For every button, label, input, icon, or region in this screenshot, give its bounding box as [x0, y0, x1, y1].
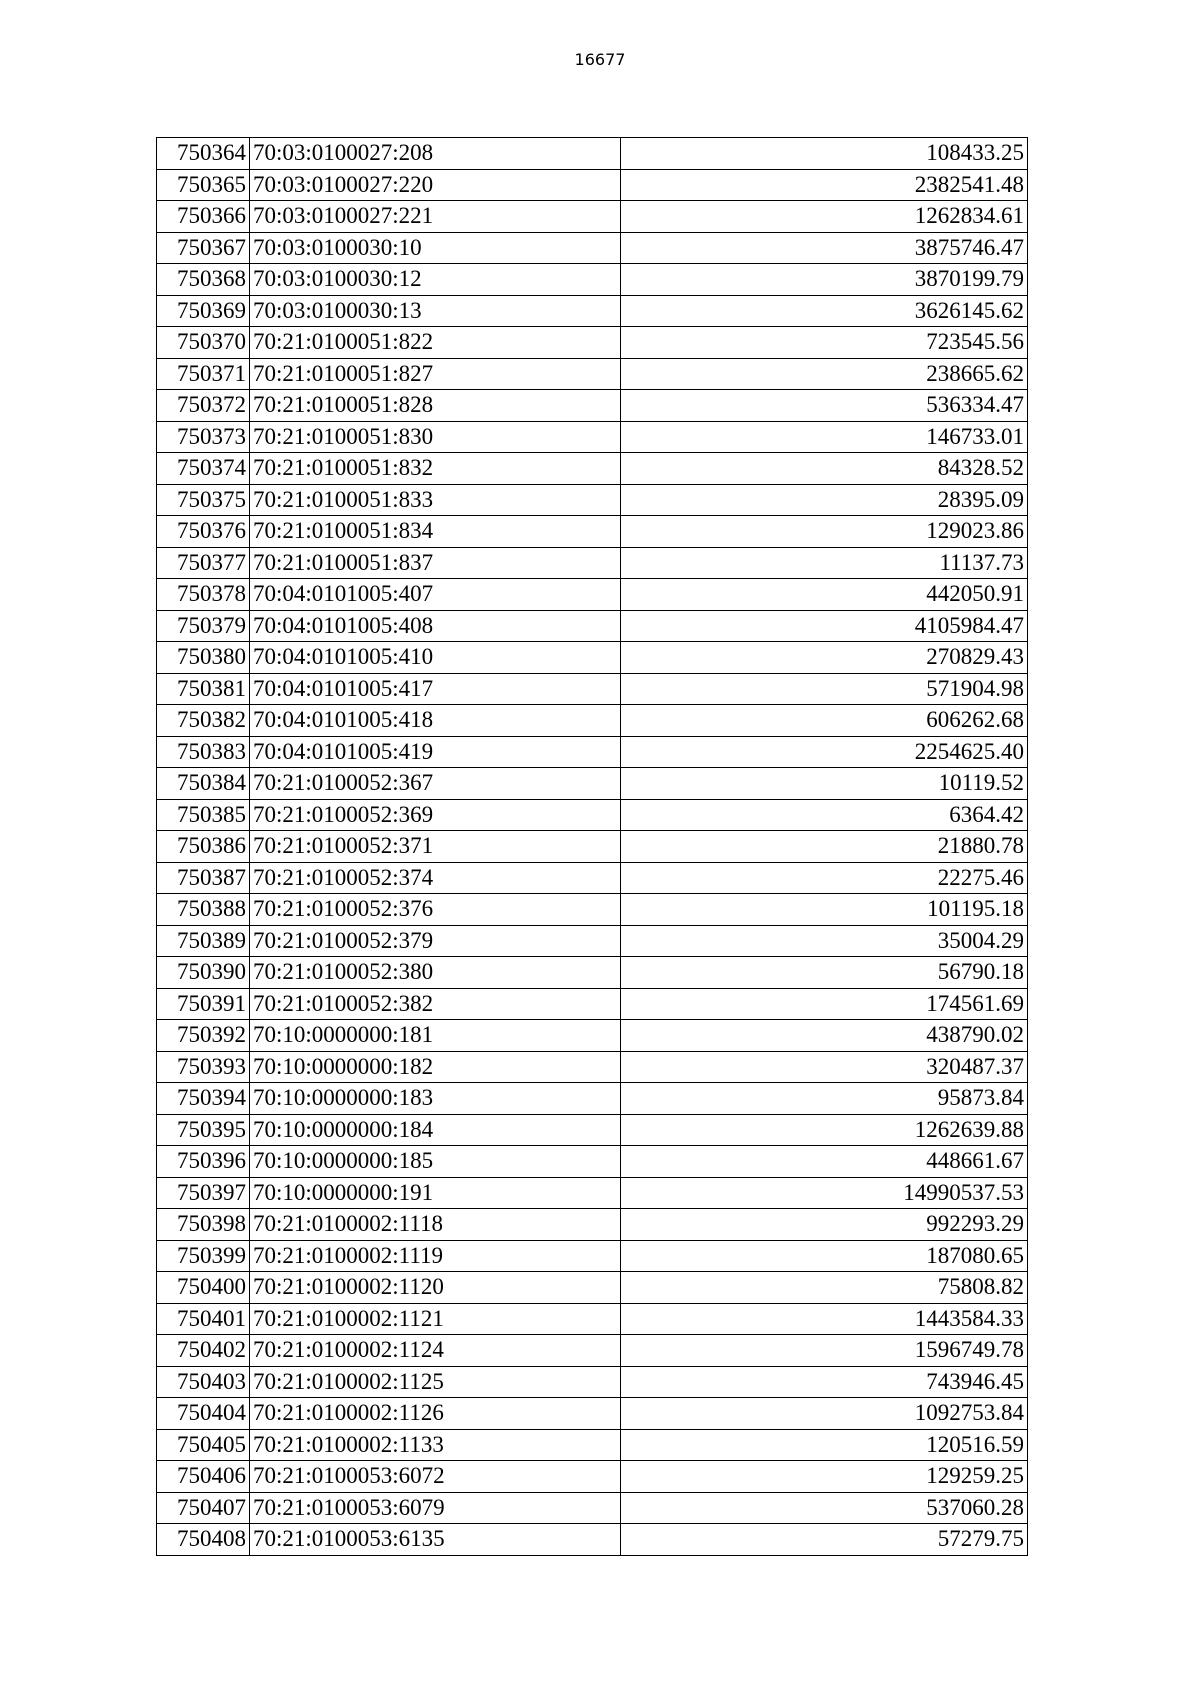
cadastral-number-cell: 70:21:0100051:833 [250, 484, 621, 516]
table-body [157, 138, 1028, 1556]
cadastral-number-cell: 70:21:0100052:376 [250, 894, 621, 926]
cadastral-number-cell: 70:21:0100053:6072 [250, 1461, 621, 1493]
table-row [157, 138, 1028, 170]
cadastral-number-cell: 70:03:0100030:13 [250, 295, 621, 327]
row-id-cell: 750405 [157, 1429, 250, 1461]
row-id-cell: 750399 [157, 1240, 250, 1272]
cadastral-value-cell: 1092753.84 [621, 1398, 1028, 1430]
cadastral-number-cell: 70:10:0000000:191 [250, 1177, 621, 1209]
cadastral-number-cell: 70:21:0100002:1124 [250, 1335, 621, 1367]
table-row [157, 1492, 1028, 1524]
row-id-cell: 750408 [157, 1524, 250, 1556]
row-id-cell: 750369 [157, 295, 250, 327]
row-id-cell: 750366 [157, 201, 250, 233]
table-row [157, 831, 1028, 863]
row-id-cell: 750404 [157, 1398, 250, 1430]
row-id-cell: 750370 [157, 327, 250, 359]
cadastral-number-cell: 70:21:0100052:369 [250, 799, 621, 831]
table-row [157, 1114, 1028, 1146]
cadastral-value-cell: 1596749.78 [621, 1335, 1028, 1367]
cadastral-number-cell: 70:21:0100052:380 [250, 957, 621, 989]
cadastral-value-cell: 1262639.88 [621, 1114, 1028, 1146]
row-id-cell: 750402 [157, 1335, 250, 1367]
table-row [157, 862, 1028, 894]
cadastral-number-cell: 70:21:0100051:830 [250, 421, 621, 453]
cadastral-number-cell: 70:21:0100051:837 [250, 547, 621, 579]
cadastral-number-cell: 70:21:0100002:1126 [250, 1398, 621, 1430]
cadastral-value-cell: 174561.69 [621, 988, 1028, 1020]
cadastral-number-cell: 70:03:0100027:220 [250, 169, 621, 201]
cadastral-value-cell: 14990537.53 [621, 1177, 1028, 1209]
cadastral-number-cell: 70:10:0000000:185 [250, 1146, 621, 1178]
cadastral-value-cell: 6364.42 [621, 799, 1028, 831]
cadastral-value-cell: 129259.25 [621, 1461, 1028, 1493]
cadastral-value-cell: 4105984.47 [621, 610, 1028, 642]
row-id-cell: 750373 [157, 421, 250, 453]
table-row [157, 736, 1028, 768]
cadastral-value-cell: 743946.45 [621, 1366, 1028, 1398]
cadastral-number-cell: 70:21:0100051:828 [250, 390, 621, 422]
cadastral-number-cell: 70:21:0100051:834 [250, 516, 621, 548]
cadastral-value-cell: 3875746.47 [621, 232, 1028, 264]
table-row [157, 673, 1028, 705]
cadastral-value-cell: 438790.02 [621, 1020, 1028, 1052]
row-id-cell: 750368 [157, 264, 250, 296]
table-row [157, 1398, 1028, 1430]
row-id-cell: 750395 [157, 1114, 250, 1146]
table-row [157, 1209, 1028, 1241]
cadastral-number-cell: 70:04:0101005:417 [250, 673, 621, 705]
cadastral-value-cell: 28395.09 [621, 484, 1028, 516]
cadastral-value-cell: 84328.52 [621, 453, 1028, 485]
cadastral-value-cell: 75808.82 [621, 1272, 1028, 1304]
row-id-cell: 750392 [157, 1020, 250, 1052]
cadastral-number-cell: 70:21:0100002:1118 [250, 1209, 621, 1241]
cadastral-number-cell: 70:03:0100027:208 [250, 138, 621, 170]
row-id-cell: 750407 [157, 1492, 250, 1524]
table-row [157, 1429, 1028, 1461]
cadastral-number-cell: 70:04:0101005:419 [250, 736, 621, 768]
row-id-cell: 750381 [157, 673, 250, 705]
table-row [157, 169, 1028, 201]
cadastral-value-cell: 537060.28 [621, 1492, 1028, 1524]
cadastral-number-cell: 70:21:0100052:371 [250, 831, 621, 863]
table-row [157, 799, 1028, 831]
row-id-cell: 750398 [157, 1209, 250, 1241]
cadastral-value-cell: 129023.86 [621, 516, 1028, 548]
cadastral-number-cell: 70:21:0100051:827 [250, 358, 621, 390]
table-row [157, 1146, 1028, 1178]
row-id-cell: 750382 [157, 705, 250, 737]
cadastral-value-cell: 56790.18 [621, 957, 1028, 989]
table-row [157, 421, 1028, 453]
cadastral-number-cell: 70:21:0100052:374 [250, 862, 621, 894]
row-id-cell: 750383 [157, 736, 250, 768]
row-id-cell: 750384 [157, 768, 250, 800]
cadastral-value-cell: 95873.84 [621, 1083, 1028, 1115]
row-id-cell: 750389 [157, 925, 250, 957]
table-row [157, 610, 1028, 642]
cadastral-number-cell: 70:21:0100053:6079 [250, 1492, 621, 1524]
table-row [157, 295, 1028, 327]
cadastral-number-cell: 70:10:0000000:183 [250, 1083, 621, 1115]
cadastral-value-cell: 10119.52 [621, 768, 1028, 800]
cadastral-value-cell: 101195.18 [621, 894, 1028, 926]
table-row [157, 201, 1028, 233]
cadastral-number-cell: 70:21:0100052:379 [250, 925, 621, 957]
cadastral-value-cell: 2254625.40 [621, 736, 1028, 768]
row-id-cell: 750396 [157, 1146, 250, 1178]
cadastral-value-cell: 187080.65 [621, 1240, 1028, 1272]
row-id-cell: 750401 [157, 1303, 250, 1335]
row-id-cell: 750372 [157, 390, 250, 422]
cadastral-number-cell: 70:21:0100052:367 [250, 768, 621, 800]
table-row [157, 642, 1028, 674]
cadastral-value-cell: 270829.43 [621, 642, 1028, 674]
row-id-cell: 750394 [157, 1083, 250, 1115]
row-id-cell: 750376 [157, 516, 250, 548]
table-row [157, 1461, 1028, 1493]
cadastral-value-cell: 1262834.61 [621, 201, 1028, 233]
cadastral-value-cell: 3870199.79 [621, 264, 1028, 296]
table-row [157, 547, 1028, 579]
cadastral-value-cell: 2382541.48 [621, 169, 1028, 201]
cadastral-value-cell: 35004.29 [621, 925, 1028, 957]
cadastral-value-cell: 320487.37 [621, 1051, 1028, 1083]
cadastral-number-cell: 70:21:0100002:1120 [250, 1272, 621, 1304]
cadastral-number-cell: 70:04:0101005:407 [250, 579, 621, 611]
cadastral-value-cell: 723545.56 [621, 327, 1028, 359]
cadastral-number-cell: 70:21:0100051:822 [250, 327, 621, 359]
cadastral-value-cell: 11137.73 [621, 547, 1028, 579]
table-row [157, 1020, 1028, 1052]
cadastral-value-cell: 1443584.33 [621, 1303, 1028, 1335]
cadastral-value-cell: 120516.59 [621, 1429, 1028, 1461]
table-row [157, 579, 1028, 611]
cadastral-value-cell: 108433.25 [621, 138, 1028, 170]
table-row [157, 232, 1028, 264]
table-row [157, 390, 1028, 422]
cadastral-value-cell: 536334.47 [621, 390, 1028, 422]
cadastral-value-cell: 3626145.62 [621, 295, 1028, 327]
cadastral-number-cell: 70:10:0000000:184 [250, 1114, 621, 1146]
row-id-cell: 750364 [157, 138, 250, 170]
table-row [157, 1335, 1028, 1367]
cadastral-number-cell: 70:04:0101005:408 [250, 610, 621, 642]
table-row [157, 516, 1028, 548]
row-id-cell: 750379 [157, 610, 250, 642]
table-row [157, 1524, 1028, 1556]
cadastral-value-cell: 606262.68 [621, 705, 1028, 737]
row-id-cell: 750400 [157, 1272, 250, 1304]
table-row [157, 327, 1028, 359]
row-id-cell: 750367 [157, 232, 250, 264]
cadastral-number-cell: 70:03:0100027:221 [250, 201, 621, 233]
row-id-cell: 750380 [157, 642, 250, 674]
cadastral-value-cell: 571904.98 [621, 673, 1028, 705]
cadastral-value-cell: 448661.67 [621, 1146, 1028, 1178]
table-row [157, 1303, 1028, 1335]
row-id-cell: 750390 [157, 957, 250, 989]
cadastral-number-cell: 70:21:0100052:382 [250, 988, 621, 1020]
table-row [157, 1272, 1028, 1304]
row-id-cell: 750406 [157, 1461, 250, 1493]
cadastral-number-cell: 70:10:0000000:182 [250, 1051, 621, 1083]
table-row [157, 1083, 1028, 1115]
cadastral-number-cell: 70:21:0100002:1125 [250, 1366, 621, 1398]
table-row [157, 1177, 1028, 1209]
row-id-cell: 750377 [157, 547, 250, 579]
table-row [157, 768, 1028, 800]
row-id-cell: 750403 [157, 1366, 250, 1398]
cadastral-number-cell: 70:21:0100002:1133 [250, 1429, 621, 1461]
cadastral-value-cell: 57279.75 [621, 1524, 1028, 1556]
cadastral-number-cell: 70:21:0100051:832 [250, 453, 621, 485]
cadastral-number-cell: 70:03:0100030:10 [250, 232, 621, 264]
cadastral-value-cell: 992293.29 [621, 1209, 1028, 1241]
table-row [157, 957, 1028, 989]
cadastral-value-cell: 22275.46 [621, 862, 1028, 894]
table-row [157, 1051, 1028, 1083]
cadastral-value-cell: 146733.01 [621, 421, 1028, 453]
page-number: 16677 [574, 50, 626, 69]
row-id-cell: 750388 [157, 894, 250, 926]
row-id-cell: 750393 [157, 1051, 250, 1083]
row-id-cell: 750391 [157, 988, 250, 1020]
table-row [157, 264, 1028, 296]
row-id-cell: 750387 [157, 862, 250, 894]
row-id-cell: 750365 [157, 169, 250, 201]
table-row [157, 894, 1028, 926]
cadastral-value-table [156, 137, 1028, 1556]
table-row [157, 358, 1028, 390]
table-row [157, 925, 1028, 957]
row-id-cell: 750375 [157, 484, 250, 516]
table-row [157, 484, 1028, 516]
row-id-cell: 750374 [157, 453, 250, 485]
cadastral-number-cell: 70:03:0100030:12 [250, 264, 621, 296]
cadastral-number-cell: 70:21:0100002:1121 [250, 1303, 621, 1335]
cadastral-value-cell: 238665.62 [621, 358, 1028, 390]
row-id-cell: 750371 [157, 358, 250, 390]
row-id-cell: 750386 [157, 831, 250, 863]
cadastral-number-cell: 70:21:0100053:6135 [250, 1524, 621, 1556]
table-row [157, 1240, 1028, 1272]
table-row [157, 988, 1028, 1020]
table-row [157, 1366, 1028, 1398]
cadastral-number-cell: 70:21:0100002:1119 [250, 1240, 621, 1272]
row-id-cell: 750397 [157, 1177, 250, 1209]
cadastral-number-cell: 70:10:0000000:181 [250, 1020, 621, 1052]
cadastral-number-cell: 70:04:0101005:410 [250, 642, 621, 674]
row-id-cell: 750378 [157, 579, 250, 611]
cadastral-value-cell: 21880.78 [621, 831, 1028, 863]
cadastral-value-cell: 442050.91 [621, 579, 1028, 611]
table-row [157, 705, 1028, 737]
cadastral-number-cell: 70:04:0101005:418 [250, 705, 621, 737]
row-id-cell: 750385 [157, 799, 250, 831]
table-row [157, 453, 1028, 485]
